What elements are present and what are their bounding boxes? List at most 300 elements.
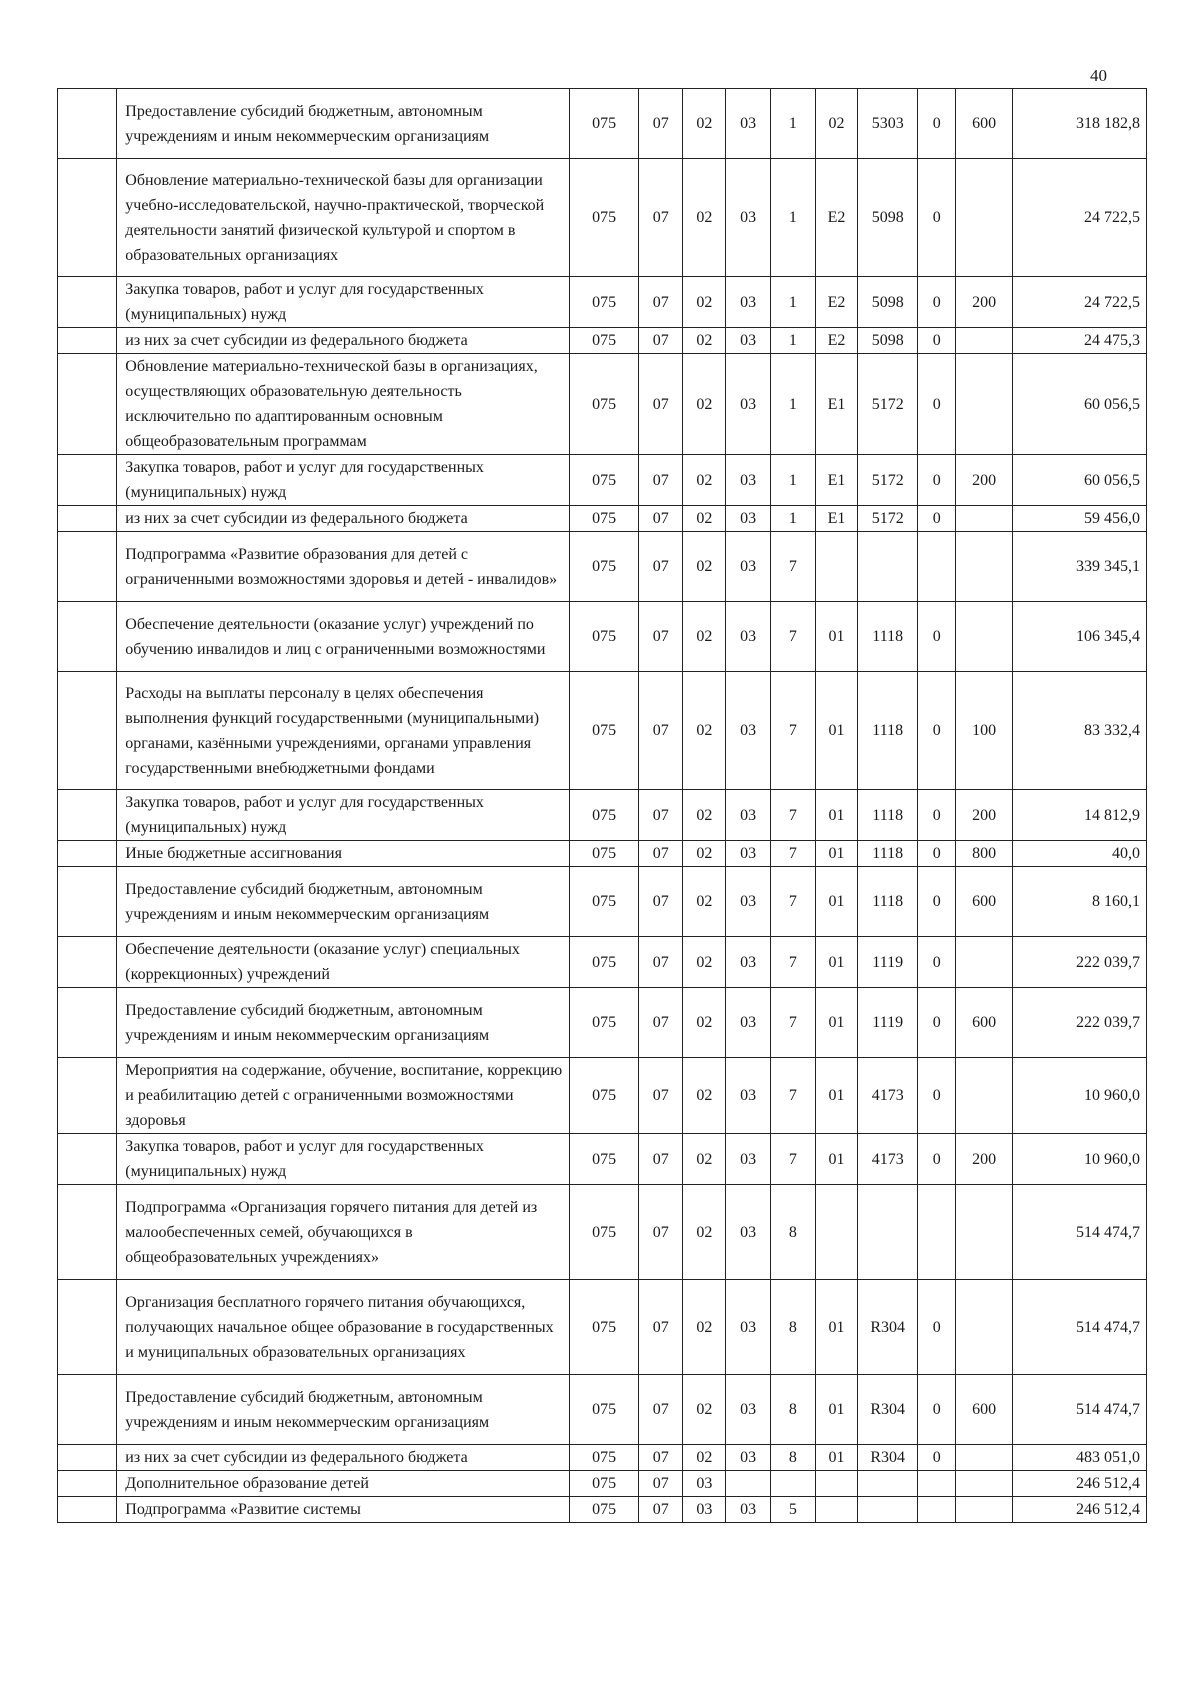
code-cell-c9 — [956, 506, 1013, 532]
row-index-cell — [58, 1445, 117, 1471]
code-cell-c2: 07 — [639, 937, 683, 988]
code-cell-c8: 0 — [918, 937, 956, 988]
code-cell-c9: 600 — [956, 867, 1013, 937]
row-name-cell: Предоставление субсидий бюджетным, автономным учреждениям и иным некоммерческим организациям — [117, 867, 570, 937]
code-cell-c8: 0 — [918, 602, 956, 672]
code-cell-c9 — [956, 602, 1013, 672]
table-row — [58, 532, 1147, 602]
code-cell-c6: E1 — [815, 455, 857, 506]
code-cell-c2: 07 — [639, 672, 683, 790]
code-cell-c5: 8 — [770, 1280, 815, 1375]
code-cell-c1: 075 — [570, 1280, 639, 1375]
amount-cell: 222 039,7 — [1013, 937, 1147, 988]
code-cell-c4: 03 — [726, 1185, 770, 1280]
code-cell-c1: 075 — [570, 277, 639, 328]
table-row — [58, 790, 1147, 841]
code-cell-c3: 02 — [683, 1375, 726, 1445]
table-row — [58, 506, 1147, 532]
budget-table — [57, 88, 1147, 1523]
code-cell-c4: 03 — [726, 354, 770, 455]
code-cell-c5: 8 — [770, 1445, 815, 1471]
code-cell-c9: 800 — [956, 841, 1013, 867]
amount-cell: 514 474,7 — [1013, 1375, 1147, 1445]
code-cell-c7: 4173 — [858, 1134, 918, 1185]
code-cell-c8: 0 — [918, 506, 956, 532]
code-cell-c7: 5172 — [858, 455, 918, 506]
row-name-cell: Обновление материально-технической базы для организации учебно-исследовательской, научно-практической, творческой деятельности занятий физической культурой и спортом в образовательных организациях — [117, 159, 570, 277]
table-row — [58, 937, 1147, 988]
code-cell-c1: 075 — [570, 937, 639, 988]
code-cell-c9 — [956, 1497, 1013, 1523]
code-cell-c2: 07 — [639, 867, 683, 937]
code-cell-c8 — [918, 1497, 956, 1523]
code-cell-c3: 02 — [683, 1445, 726, 1471]
page-number: 40 — [1090, 66, 1107, 85]
row-index-cell — [58, 1280, 117, 1375]
code-cell-c4: 03 — [726, 277, 770, 328]
amount-cell: 339 345,1 — [1013, 532, 1147, 602]
code-cell-c8: 0 — [918, 354, 956, 455]
row-name-cell: Мероприятия на содержание, обучение, воспитание, коррекцию и реабилитацию детей с ограниченными возможностями здоровья — [117, 1058, 570, 1134]
code-cell-c1: 075 — [570, 328, 639, 354]
code-cell-c1: 075 — [570, 1375, 639, 1445]
row-name-cell: Закупка товаров, работ и услуг для государственных (муниципальных) нужд — [117, 790, 570, 841]
code-cell-c7: 1118 — [858, 867, 918, 937]
code-cell-c7 — [858, 532, 918, 602]
code-cell-c9 — [956, 159, 1013, 277]
code-cell-c8: 0 — [918, 790, 956, 841]
code-cell-c7: 5303 — [858, 89, 918, 159]
code-cell-c5: 7 — [770, 867, 815, 937]
code-cell-c9 — [956, 1185, 1013, 1280]
code-cell-c7: 1119 — [858, 988, 918, 1058]
code-cell-c4 — [726, 1471, 770, 1497]
amount-cell: 59 456,0 — [1013, 506, 1147, 532]
table-row — [58, 1134, 1147, 1185]
amount-cell: 60 056,5 — [1013, 354, 1147, 455]
code-cell-c1: 075 — [570, 790, 639, 841]
row-index-cell — [58, 159, 117, 277]
code-cell-c6 — [815, 532, 857, 602]
code-cell-c1: 075 — [570, 354, 639, 455]
code-cell-c8: 0 — [918, 277, 956, 328]
table-row — [58, 1280, 1147, 1375]
code-cell-c2: 07 — [639, 841, 683, 867]
code-cell-c5: 7 — [770, 988, 815, 1058]
code-cell-c6 — [815, 1471, 857, 1497]
code-cell-c2: 07 — [639, 988, 683, 1058]
row-index-cell — [58, 1058, 117, 1134]
code-cell-c5: 1 — [770, 455, 815, 506]
code-cell-c2: 07 — [639, 1134, 683, 1185]
code-cell-c3: 02 — [683, 89, 726, 159]
code-cell-c2: 07 — [639, 1185, 683, 1280]
code-cell-c4: 03 — [726, 1134, 770, 1185]
code-cell-c9: 200 — [956, 277, 1013, 328]
code-cell-c3: 02 — [683, 841, 726, 867]
code-cell-c6: 01 — [815, 867, 857, 937]
code-cell-c5: 7 — [770, 841, 815, 867]
code-cell-c9 — [956, 354, 1013, 455]
code-cell-c5: 1 — [770, 506, 815, 532]
code-cell-c3: 02 — [683, 937, 726, 988]
code-cell-c9 — [956, 532, 1013, 602]
code-cell-c3: 02 — [683, 159, 726, 277]
code-cell-c7 — [858, 1497, 918, 1523]
row-index-cell — [58, 937, 117, 988]
code-cell-c6: 02 — [815, 89, 857, 159]
code-cell-c9: 100 — [956, 672, 1013, 790]
amount-cell: 514 474,7 — [1013, 1280, 1147, 1375]
code-cell-c7: R304 — [858, 1445, 918, 1471]
code-cell-c9: 200 — [956, 790, 1013, 841]
code-cell-c5 — [770, 1471, 815, 1497]
code-cell-c3: 02 — [683, 867, 726, 937]
code-cell-c8: 0 — [918, 1134, 956, 1185]
row-name-cell: Обновление материально-технической базы в организациях, осуществляющих образовательную деятельность исключительно по адаптированным основным общеобразовательным программам — [117, 354, 570, 455]
table-row — [58, 1375, 1147, 1445]
amount-cell: 24 722,5 — [1013, 159, 1147, 277]
code-cell-c4: 03 — [726, 1058, 770, 1134]
code-cell-c1: 075 — [570, 988, 639, 1058]
amount-cell: 24 475,3 — [1013, 328, 1147, 354]
code-cell-c4: 03 — [726, 506, 770, 532]
code-cell-c2: 07 — [639, 328, 683, 354]
amount-cell: 106 345,4 — [1013, 602, 1147, 672]
code-cell-c4: 03 — [726, 1497, 770, 1523]
code-cell-c1: 075 — [570, 1497, 639, 1523]
code-cell-c6: E1 — [815, 354, 857, 455]
code-cell-c6: 01 — [815, 790, 857, 841]
code-cell-c2: 07 — [639, 89, 683, 159]
code-cell-c9 — [956, 1058, 1013, 1134]
code-cell-c6: 01 — [815, 1280, 857, 1375]
code-cell-c2: 07 — [639, 1497, 683, 1523]
code-cell-c7: 5098 — [858, 277, 918, 328]
code-cell-c8 — [918, 1185, 956, 1280]
code-cell-c1: 075 — [570, 159, 639, 277]
code-cell-c3: 02 — [683, 790, 726, 841]
code-cell-c7: 1118 — [858, 841, 918, 867]
row-name-cell: Подпрограмма «Организация горячего питания для детей из малообеспеченных семей, обучающихся в общеобразовательных учреждениях» — [117, 1185, 570, 1280]
code-cell-c7: 1118 — [858, 672, 918, 790]
code-cell-c4: 03 — [726, 328, 770, 354]
code-cell-c1: 075 — [570, 602, 639, 672]
code-cell-c8 — [918, 1471, 956, 1497]
code-cell-c8: 0 — [918, 672, 956, 790]
amount-cell: 8 160,1 — [1013, 867, 1147, 937]
row-index-cell — [58, 602, 117, 672]
code-cell-c8: 0 — [918, 159, 956, 277]
row-name-cell: Подпрограмма «Развитие системы — [117, 1497, 570, 1523]
code-cell-c8: 0 — [918, 988, 956, 1058]
amount-cell: 24 722,5 — [1013, 277, 1147, 328]
table-row — [58, 988, 1147, 1058]
code-cell-c9: 200 — [956, 1134, 1013, 1185]
code-cell-c7: 1118 — [858, 602, 918, 672]
code-cell-c7: R304 — [858, 1280, 918, 1375]
code-cell-c7: 4173 — [858, 1058, 918, 1134]
code-cell-c5: 5 — [770, 1497, 815, 1523]
code-cell-c8: 0 — [918, 1280, 956, 1375]
code-cell-c1: 075 — [570, 1471, 639, 1497]
code-cell-c6: 01 — [815, 1375, 857, 1445]
code-cell-c3: 02 — [683, 1058, 726, 1134]
code-cell-c1: 075 — [570, 841, 639, 867]
code-cell-c1: 075 — [570, 89, 639, 159]
row-name-cell: Предоставление субсидий бюджетным, автономным учреждениям и иным некоммерческим организациям — [117, 1375, 570, 1445]
code-cell-c4: 03 — [726, 937, 770, 988]
code-cell-c4: 03 — [726, 790, 770, 841]
code-cell-c7 — [858, 1471, 918, 1497]
code-cell-c7: 5172 — [858, 506, 918, 532]
code-cell-c4: 03 — [726, 1280, 770, 1375]
amount-cell: 222 039,7 — [1013, 988, 1147, 1058]
code-cell-c3: 02 — [683, 328, 726, 354]
row-index-cell — [58, 988, 117, 1058]
row-index-cell — [58, 867, 117, 937]
row-index-cell — [58, 354, 117, 455]
code-cell-c6: 01 — [815, 602, 857, 672]
code-cell-c6: E2 — [815, 328, 857, 354]
code-cell-c9 — [956, 937, 1013, 988]
code-cell-c6: 01 — [815, 1058, 857, 1134]
code-cell-c1: 075 — [570, 672, 639, 790]
table-row — [58, 159, 1147, 277]
code-cell-c3: 02 — [683, 354, 726, 455]
table-row — [58, 1058, 1147, 1134]
code-cell-c4: 03 — [726, 1375, 770, 1445]
table-row — [58, 354, 1147, 455]
row-index-cell — [58, 455, 117, 506]
code-cell-c9 — [956, 1471, 1013, 1497]
amount-cell: 40,0 — [1013, 841, 1147, 867]
table-row — [58, 672, 1147, 790]
amount-cell: 514 474,7 — [1013, 1185, 1147, 1280]
row-index-cell — [58, 1375, 117, 1445]
code-cell-c7: 5098 — [858, 159, 918, 277]
code-cell-c2: 07 — [639, 1471, 683, 1497]
code-cell-c7 — [858, 1185, 918, 1280]
code-cell-c5: 8 — [770, 1375, 815, 1445]
code-cell-c2: 07 — [639, 354, 683, 455]
row-index-cell — [58, 277, 117, 328]
amount-cell: 14 812,9 — [1013, 790, 1147, 841]
amount-cell: 246 512,4 — [1013, 1471, 1147, 1497]
table-row — [58, 841, 1147, 867]
table-row — [58, 602, 1147, 672]
code-cell-c7: 1119 — [858, 937, 918, 988]
code-cell-c4: 03 — [726, 455, 770, 506]
budget-table-body — [58, 89, 1147, 1523]
table-row — [58, 1185, 1147, 1280]
row-index-cell — [58, 841, 117, 867]
code-cell-c5: 7 — [770, 532, 815, 602]
code-cell-c1: 075 — [570, 455, 639, 506]
row-name-cell: из них за счет субсидии из федерального бюджета — [117, 506, 570, 532]
code-cell-c5: 7 — [770, 790, 815, 841]
code-cell-c9 — [956, 328, 1013, 354]
code-cell-c6: 01 — [815, 1134, 857, 1185]
code-cell-c5: 1 — [770, 328, 815, 354]
code-cell-c4: 03 — [726, 988, 770, 1058]
row-name-cell: Иные бюджетные ассигнования — [117, 841, 570, 867]
code-cell-c5: 7 — [770, 1058, 815, 1134]
code-cell-c5: 8 — [770, 1185, 815, 1280]
row-index-cell — [58, 1185, 117, 1280]
code-cell-c9: 600 — [956, 89, 1013, 159]
code-cell-c5: 7 — [770, 672, 815, 790]
code-cell-c6: 01 — [815, 937, 857, 988]
amount-cell: 10 960,0 — [1013, 1134, 1147, 1185]
amount-cell: 10 960,0 — [1013, 1058, 1147, 1134]
row-name-cell: Закупка товаров, работ и услуг для государственных (муниципальных) нужд — [117, 455, 570, 506]
code-cell-c9 — [956, 1445, 1013, 1471]
code-cell-c3: 03 — [683, 1497, 726, 1523]
code-cell-c8: 0 — [918, 1058, 956, 1134]
code-cell-c6: 01 — [815, 1445, 857, 1471]
code-cell-c1: 075 — [570, 1445, 639, 1471]
code-cell-c2: 07 — [639, 455, 683, 506]
code-cell-c3: 02 — [683, 1134, 726, 1185]
row-name-cell: из них за счет субсидии из федерального бюджета — [117, 1445, 570, 1471]
code-cell-c7: 5172 — [858, 354, 918, 455]
code-cell-c5: 1 — [770, 277, 815, 328]
code-cell-c1: 075 — [570, 1185, 639, 1280]
code-cell-c6: E2 — [815, 159, 857, 277]
row-name-cell: Расходы на выплаты персоналу в целях обеспечения выполнения функций государственными (муниципальными) органами, казёнными учреждениями, органами управления государственными внебюджетными фондами — [117, 672, 570, 790]
code-cell-c2: 07 — [639, 790, 683, 841]
row-index-cell — [58, 1497, 117, 1523]
row-index-cell — [58, 672, 117, 790]
row-index-cell — [58, 532, 117, 602]
code-cell-c2: 07 — [639, 1445, 683, 1471]
code-cell-c2: 07 — [639, 1058, 683, 1134]
table-row — [58, 328, 1147, 354]
code-cell-c3: 02 — [683, 277, 726, 328]
code-cell-c2: 07 — [639, 1375, 683, 1445]
code-cell-c4: 03 — [726, 532, 770, 602]
row-name-cell: Обеспечение деятельности (оказание услуг) учреждений по обучению инвалидов и лиц с ограниченными возможностями — [117, 602, 570, 672]
code-cell-c7: 5098 — [858, 328, 918, 354]
code-cell-c1: 075 — [570, 1134, 639, 1185]
code-cell-c8: 0 — [918, 867, 956, 937]
code-cell-c6 — [815, 1185, 857, 1280]
code-cell-c3: 02 — [683, 455, 726, 506]
code-cell-c2: 07 — [639, 159, 683, 277]
code-cell-c5: 7 — [770, 1134, 815, 1185]
code-cell-c8: 0 — [918, 455, 956, 506]
code-cell-c6 — [815, 1497, 857, 1523]
row-name-cell: из них за счет субсидии из федерального бюджета — [117, 328, 570, 354]
table-row — [58, 455, 1147, 506]
row-name-cell: Подпрограмма «Развитие образования для детей с ограниченными возможностями здоровья и детей - инвалидов» — [117, 532, 570, 602]
code-cell-c5: 7 — [770, 602, 815, 672]
table-row — [58, 89, 1147, 159]
code-cell-c3: 02 — [683, 602, 726, 672]
code-cell-c6: 01 — [815, 672, 857, 790]
code-cell-c2: 07 — [639, 506, 683, 532]
row-name-cell: Дополнительное образование детей — [117, 1471, 570, 1497]
code-cell-c3: 02 — [683, 532, 726, 602]
row-index-cell — [58, 89, 117, 159]
row-index-cell — [58, 328, 117, 354]
row-name-cell: Закупка товаров, работ и услуг для государственных (муниципальных) нужд — [117, 1134, 570, 1185]
code-cell-c4: 03 — [726, 672, 770, 790]
code-cell-c6: E2 — [815, 277, 857, 328]
code-cell-c9: 600 — [956, 1375, 1013, 1445]
code-cell-c4: 03 — [726, 602, 770, 672]
code-cell-c8: 0 — [918, 1375, 956, 1445]
code-cell-c4: 03 — [726, 867, 770, 937]
row-name-cell: Закупка товаров, работ и услуг для государственных (муниципальных) нужд — [117, 277, 570, 328]
amount-cell: 246 512,4 — [1013, 1497, 1147, 1523]
row-name-cell: Обеспечение деятельности (оказание услуг) специальных (коррекционных) учреждений — [117, 937, 570, 988]
code-cell-c3: 02 — [683, 1280, 726, 1375]
code-cell-c3: 03 — [683, 1471, 726, 1497]
table-row — [58, 867, 1147, 937]
table-row — [58, 1471, 1147, 1497]
code-cell-c5: 1 — [770, 89, 815, 159]
row-index-cell — [58, 1471, 117, 1497]
code-cell-c4: 03 — [726, 89, 770, 159]
code-cell-c1: 075 — [570, 867, 639, 937]
code-cell-c6: 01 — [815, 988, 857, 1058]
code-cell-c3: 02 — [683, 506, 726, 532]
code-cell-c4: 03 — [726, 159, 770, 277]
code-cell-c1: 075 — [570, 1058, 639, 1134]
code-cell-c5: 1 — [770, 354, 815, 455]
code-cell-c1: 075 — [570, 532, 639, 602]
code-cell-c5: 7 — [770, 937, 815, 988]
table-row — [58, 1497, 1147, 1523]
code-cell-c8: 0 — [918, 841, 956, 867]
row-index-cell — [58, 1134, 117, 1185]
code-cell-c3: 02 — [683, 988, 726, 1058]
code-cell-c6: 01 — [815, 841, 857, 867]
code-cell-c4: 03 — [726, 1445, 770, 1471]
code-cell-c9 — [956, 1280, 1013, 1375]
code-cell-c2: 07 — [639, 602, 683, 672]
amount-cell: 83 332,4 — [1013, 672, 1147, 790]
code-cell-c8 — [918, 532, 956, 602]
code-cell-c9: 600 — [956, 988, 1013, 1058]
code-cell-c7: 1118 — [858, 790, 918, 841]
code-cell-c8: 0 — [918, 89, 956, 159]
row-name-cell: Предоставление субсидий бюджетным, автономным учреждениям и иным некоммерческим организациям — [117, 988, 570, 1058]
amount-cell: 60 056,5 — [1013, 455, 1147, 506]
code-cell-c8: 0 — [918, 1445, 956, 1471]
table-row — [58, 277, 1147, 328]
code-cell-c3: 02 — [683, 1185, 726, 1280]
row-index-cell — [58, 790, 117, 841]
amount-cell: 318 182,8 — [1013, 89, 1147, 159]
code-cell-c2: 07 — [639, 1280, 683, 1375]
code-cell-c7: R304 — [858, 1375, 918, 1445]
code-cell-c9: 200 — [956, 455, 1013, 506]
code-cell-c5: 1 — [770, 159, 815, 277]
code-cell-c8: 0 — [918, 328, 956, 354]
code-cell-c1: 075 — [570, 506, 639, 532]
code-cell-c3: 02 — [683, 672, 726, 790]
row-name-cell: Организация бесплатного горячего питания обучающихся, получающих начальное общее образование в государственных и муниципальных образовательных организациях — [117, 1280, 570, 1375]
code-cell-c6: E1 — [815, 506, 857, 532]
code-cell-c4: 03 — [726, 841, 770, 867]
table-row — [58, 1445, 1147, 1471]
row-index-cell — [58, 506, 117, 532]
amount-cell: 483 051,0 — [1013, 1445, 1147, 1471]
code-cell-c2: 07 — [639, 532, 683, 602]
